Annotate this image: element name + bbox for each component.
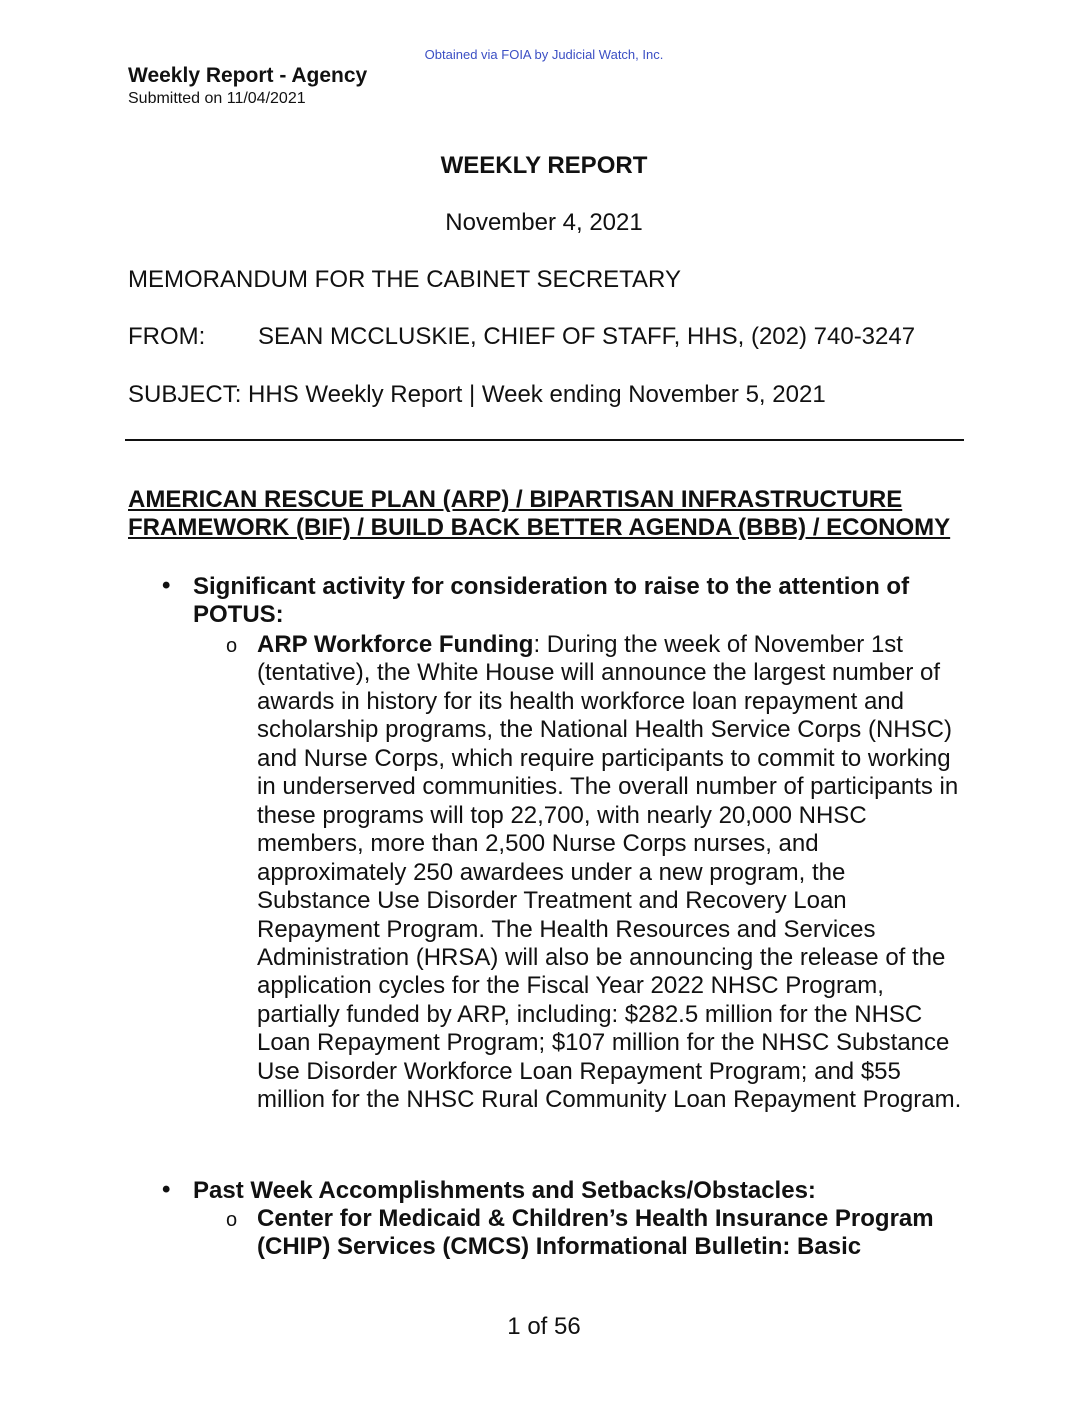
horizontal-rule <box>125 439 964 441</box>
bullet-past-week: Past Week Accomplishments and Setbacks/Obstacles: <box>193 1177 816 1204</box>
subject-value: HHS Weekly Report | Week ending November 5, 2021 <box>248 381 826 408</box>
from-value: SEAN MCCLUSKIE, CHIEF OF STAFF, HHS, (202) 740-3247 <box>258 323 916 350</box>
subbullet-marker: o <box>226 635 238 657</box>
submitted-date: Submitted on 11/04/2021 <box>128 90 306 107</box>
bullet-marker: • <box>162 572 171 599</box>
memo-from-line <box>128 323 915 351</box>
arp-workforce-funding-lead: ARP Workforce Funding <box>257 631 534 658</box>
arp-workforce-funding-paragraph <box>257 631 962 1115</box>
cmcs-bulletin-heading: Center for Medicaid & Children’s Health Insurance Program (CHIP) Services (CMCS) Informational Bulletin: Basic <box>257 1205 934 1260</box>
memo-subject-line <box>128 381 826 409</box>
arp-workforce-funding-text: : During the week of November 1st (tentative), the White House will announce the largest number of awards in history for its health workforce loan repayment and scholarship programs, the National Health Service Corps (NHSC) and Nurse Corps, which require participants to commit to working in underserved communities. The overall number of participants in these programs will top 22,700, with nearly 20,000 NHSC members, more than 2,500 Nurse Corps nurses, and approximately 250 awardees under a new program, the Substance Use Disorder Treatment and Recovery Loan Repayment Program. The Health Resources and Services Administration (HRSA) will also be announcing the release of the application cycles for the Fiscal Year 2022 NHSC Program, partially funded by ARP, including: $282.5 million for the NHSC Loan Repayment Program; $107 million for the NHSC Substance Use Disorder Workforce Loan Repayment Program; and $55 million for the NHSC Rural Community Loan Repayment Program. <box>257 631 962 1114</box>
report-date: November 4, 2021 <box>445 209 643 236</box>
section-heading: AMERICAN RESCUE PLAN (ARP) / BIPARTISAN INFRASTRUCTURE FRAMEWORK (BIF) / BUILD BACK BETTER AGENDA (BBB) / ECONOMY <box>128 486 951 541</box>
memo-to-line: MEMORANDUM FOR THE CABINET SECRETARY <box>128 266 681 293</box>
subject-label: SUBJECT: <box>128 381 242 408</box>
agency-header-title: Weekly Report - Agency <box>128 64 368 87</box>
report-title: WEEKLY REPORT <box>440 152 648 179</box>
subbullet-marker: o <box>226 1209 238 1231</box>
foia-watermark: Obtained via FOIA by Judicial Watch, Inc. <box>424 47 664 62</box>
from-label: FROM: <box>128 323 206 350</box>
bullet-marker: • <box>162 1176 171 1203</box>
bullet-significant-activity: Significant activity for consideration to raise to the attention of POTUS: <box>193 573 910 628</box>
page-number: 1 of 56 <box>507 1313 581 1340</box>
